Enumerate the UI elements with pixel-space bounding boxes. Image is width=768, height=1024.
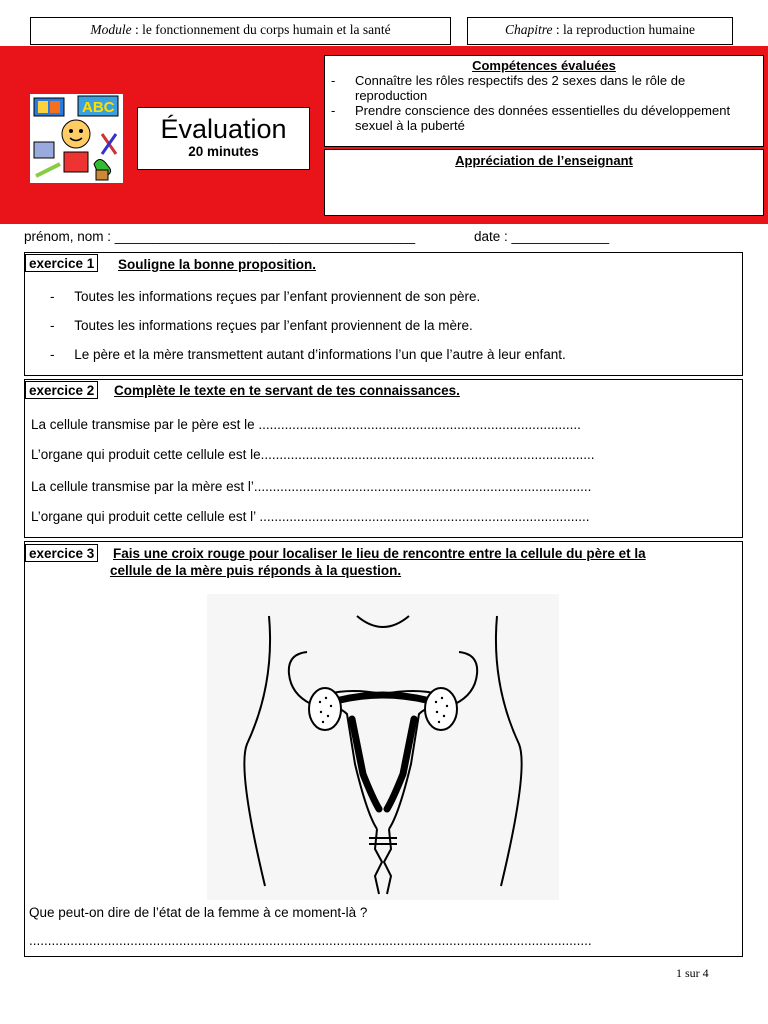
name-field[interactable]: prénom, nom : ________________________________________ [24,229,416,244]
module-box [30,17,451,45]
page-number: 1 sur 4 [676,966,709,980]
school-supplies-icon [30,94,123,183]
svg-text:ABC: ABC [82,99,115,116]
date-field[interactable]: date : _____________ [474,229,610,244]
fill-in-line[interactable]: L’organe qui produit cette cellule est le......................................................................................... [31,447,595,462]
exercice1-option[interactable]: - Toutes les informations reçues par l’enfant proviennent de son père. [50,289,481,304]
evaluation-box [137,107,310,170]
module-label: Module [90,22,132,37]
chapitre-text: : la reproduction humaine [552,22,695,37]
fill-in-line[interactable]: La cellule transmise par la mère est l’.......................................................................................... [31,479,592,494]
module-text: : le fonctionnement du corps humain et la santé [131,22,391,37]
exercice1-option[interactable]: - Le père et la mère transmettent autant d’informations l’un que l’autre à leur enfant. [50,347,566,362]
exercice2-label: exercice 2 [25,381,98,399]
chapitre-label: Chapitre [505,22,553,37]
exercice3-answer-line[interactable]: ...................................................................................................................................................... [29,933,592,948]
competence-item: - Connaître les rôles respectifs des 2 sexes dans le rôle de reproduction [331,73,686,103]
competences-heading: Compétences évaluées [472,58,616,73]
competences-box [324,55,764,147]
exercice3-label: exercice 3 [25,544,98,562]
evaluation-title: Évaluation [160,114,287,144]
chapitre-box [467,17,733,45]
exercice1-option[interactable]: - Toutes les informations reçues par l’enfant proviennent de la mère. [50,318,473,333]
exercice1-label: exercice 1 [25,254,98,272]
appreciation-heading: Appréciation de l’enseignant [455,153,633,168]
exercice3-question: Que peut-on dire de l’état de la femme à ce moment-là ? [29,905,368,920]
appreciation-box [324,149,764,216]
fill-in-line[interactable]: L’organe qui produit cette cellule est l’ ........................................................................................ [31,509,590,524]
reproductive-system-diagram[interactable] [207,594,559,900]
exercice3-title-line2: cellule de la mère puis réponds à la question. [110,563,402,578]
exercice1-title: Souligne la bonne proposition. [118,257,316,272]
exercice2-title: Complète le texte en te servant de tes connaissances. [114,383,460,398]
evaluation-duration: 20 minutes [188,144,259,159]
exercice3-title-line1: Fais une croix rouge pour localiser le lieu de rencontre entre la cellule du père et la [113,546,646,561]
competence-item: - Prendre conscience des données essentielles du développement sexuel à la puberté [331,103,731,133]
fill-in-line[interactable]: La cellule transmise par le père est le ...................................................................................... [31,417,581,432]
